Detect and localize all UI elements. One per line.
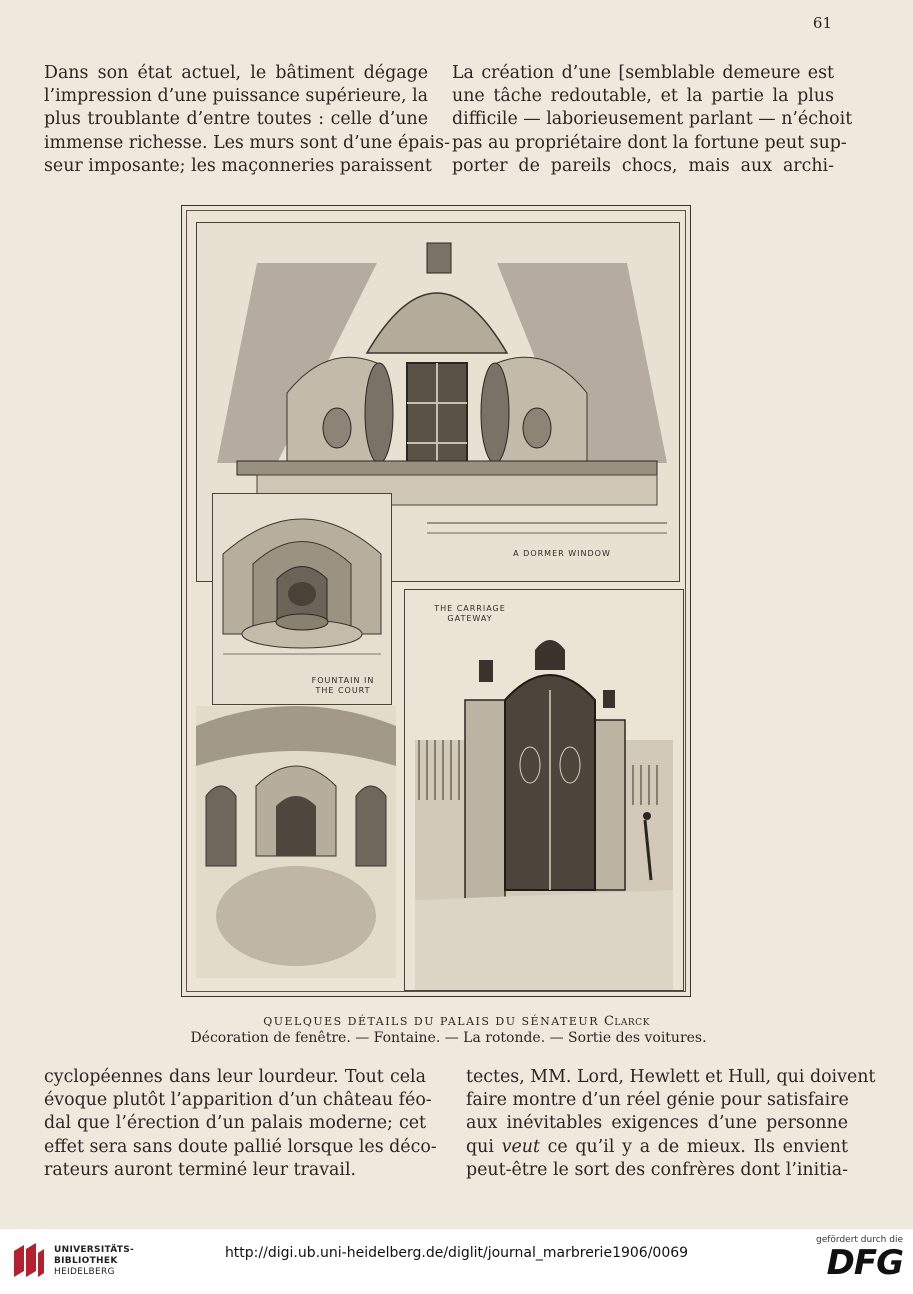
library-name-line: HEIDELBERG <box>54 1267 115 1277</box>
dfg-label: gefördert durch die <box>816 1235 903 1245</box>
text-line: effet sera sans doute pallié lorsque les déco- <box>44 1136 437 1157</box>
text-column-bottom-right <box>466 1066 876 1182</box>
caption-title-text: QUELQUES DÉTAILS DU PALAIS DU SÉNATEUR <box>263 1015 604 1028</box>
text-line: peut-être le sort des confrères dont l’initia- <box>466 1159 848 1180</box>
text-fragment: qui <box>466 1136 502 1157</box>
text-line: cyclopéennes dans leur lourdeur. Tout cela <box>44 1067 426 1087</box>
text-column-bottom-left <box>44 1066 437 1182</box>
digitization-footer <box>0 1229 913 1294</box>
text-line: Dans son état actuel, le bâtiment dégage <box>44 63 428 83</box>
page-number: 61 <box>812 14 832 32</box>
text-line: tectes, MM. Lord, Hewlett et Hull, qui doivent <box>466 1067 876 1087</box>
carriage-gateway-label: THE CARRIAGE GATEWAY <box>434 604 506 623</box>
source-url-link[interactable]: http://digi.ub.uni-heidelberg.de/diglit/journal_marbrerie1906/0069 <box>224 1245 689 1261</box>
text-line <box>466 1136 848 1159</box>
library-name-line: BIBLIOTHEK <box>54 1256 118 1266</box>
rotunda-illustration <box>196 706 396 978</box>
dfg-funding-logo[interactable] <box>793 1235 903 1285</box>
text-line: faire montre d’un réel génie pour satisfaire <box>466 1090 849 1111</box>
fountain-label: FOUNTAIN IN THE COURT <box>311 676 375 695</box>
text-line: immense richesse. Les murs sont d’une épais- <box>44 132 450 153</box>
text-column-top-left <box>44 62 450 178</box>
text-fragment: ce qu’il y a de mieux. Ils envient <box>539 1136 848 1157</box>
carriage-gateway-illustration <box>404 589 684 991</box>
text-line: La création d’une [semblable demeure est <box>452 63 834 83</box>
carriage-gateway-drawing <box>405 590 683 990</box>
dormer-window-label: A DORMER WINDOW <box>513 549 611 558</box>
text-line: difficile — laborieusement parlant — n’échoit <box>452 109 853 130</box>
text-column-top-right <box>452 62 853 178</box>
text-line: rateurs auront terminé leur travail. <box>44 1159 357 1180</box>
plate-caption-subtitle: Décoration de fenêtre. — Fontaine. — La rotonde. — Sortie des voitures. <box>190 1030 707 1046</box>
plate-caption-title <box>0 1014 913 1029</box>
text-line: plus troublante d’entre toutes : celle d’une <box>44 109 428 130</box>
fountain-illustration <box>212 493 392 705</box>
caption-title-name: Clarck <box>603 1014 650 1029</box>
text-line: seur imposante; les maçonneries paraissent <box>44 155 432 176</box>
text-line: dal que l’érection d’un palais moderne; cet <box>44 1113 426 1134</box>
fountain-drawing <box>213 494 391 704</box>
text-line: aux inévitables exigences d’une personne <box>466 1113 848 1134</box>
text-line: une tâche redoutable, et la partie la plus <box>452 86 834 107</box>
text-line: évoque plutôt l’apparition d’un château féo- <box>44 1090 432 1111</box>
library-name-line: UNIVERSITÄTS- <box>54 1245 135 1255</box>
emphasis-text: veut <box>501 1136 540 1157</box>
text-line: l’impression d’une puissance supérieure, la <box>44 86 428 107</box>
rotunda-drawing <box>196 706 396 978</box>
text-line: porter de pareils chocs, mais aux archi- <box>452 155 834 176</box>
illustration-plate <box>181 205 691 997</box>
text-line: pas au propriétaire dont la fortune peut sup- <box>452 132 847 153</box>
dfg-logo-icon: DFG <box>826 1243 903 1283</box>
